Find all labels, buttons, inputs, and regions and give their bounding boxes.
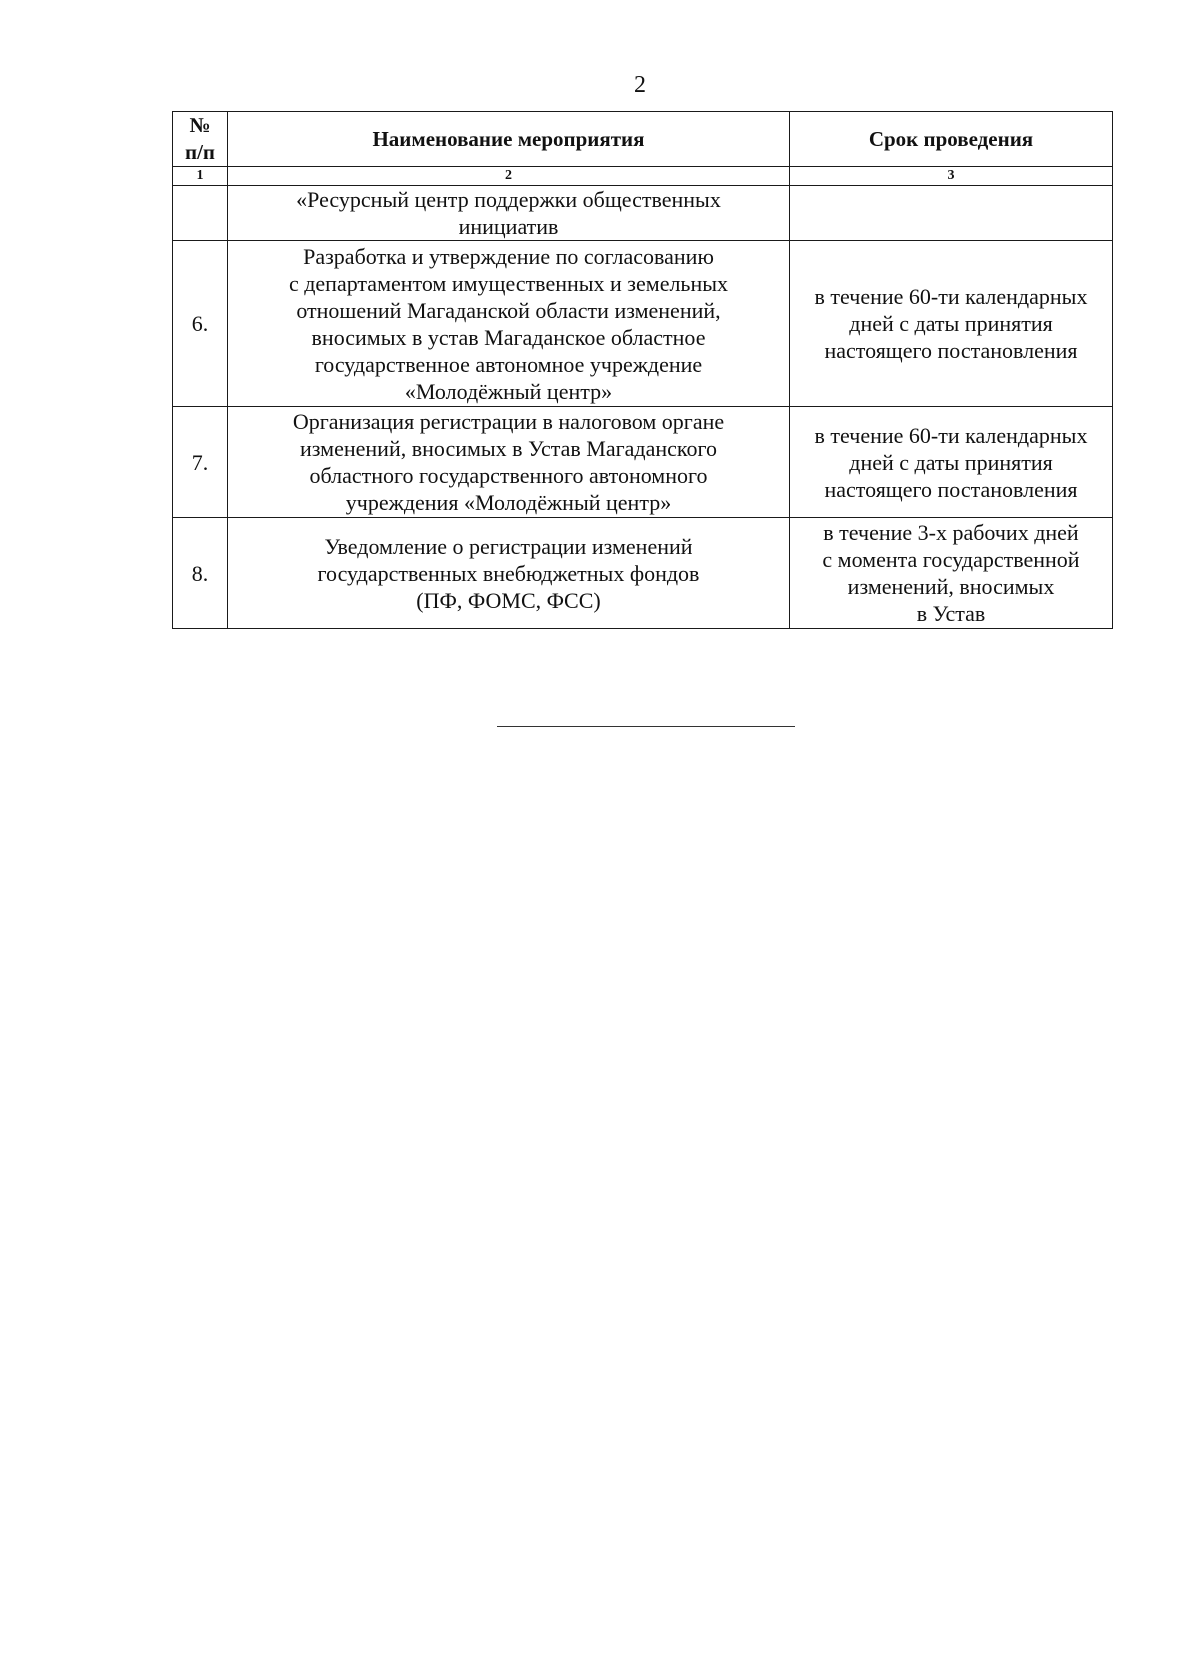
events-table [172,111,1113,629]
table-header-row [173,112,1113,167]
row-number: 6. [173,241,228,407]
table-row [173,186,1113,241]
column-index: 2 [228,167,790,186]
header-number: № п/п [173,112,228,167]
table-row [173,241,1113,407]
row-number: 8. [173,518,228,629]
row-number: 7. [173,407,228,518]
event-name: Организация регистрации в налоговом органе изменений, вносимых в Устав Магаданского областного государственного автономного учреждения «Молодёжный центр» [228,407,790,518]
header-term: Срок проведения [790,112,1113,167]
page-number: 2 [634,72,646,98]
column-index: 1 [173,167,228,186]
event-name: «Ресурсный центр поддержки общественных инициатив [228,186,790,241]
closing-divider-line [497,726,795,727]
event-term: в течение 60-ти календарных дней с даты принятия настоящего постановления [790,407,1113,518]
table-row [173,518,1113,629]
event-name: Разработка и утверждение по согласованию с департаментом имущественных и земельных отношений Магаданской области изменений, вносимых в устав Магаданское областное государственное автономное учреждение «Молодёжный центр» [228,241,790,407]
event-term: в течение 60-ти календарных дней с даты принятия настоящего постановления [790,241,1113,407]
row-number [173,186,228,241]
event-name: Уведомление о регистрации изменений государственных внебюджетных фондов (ПФ, ФОМС, ФСС) [228,518,790,629]
column-index: 3 [790,167,1113,186]
column-index-row [173,167,1113,186]
header-event-name: Наименование мероприятия [228,112,790,167]
table-row [173,407,1113,518]
event-term: в течение 3-х рабочих дней с момента государственной изменений, вносимых в Устав [790,518,1113,629]
event-term [790,186,1113,241]
